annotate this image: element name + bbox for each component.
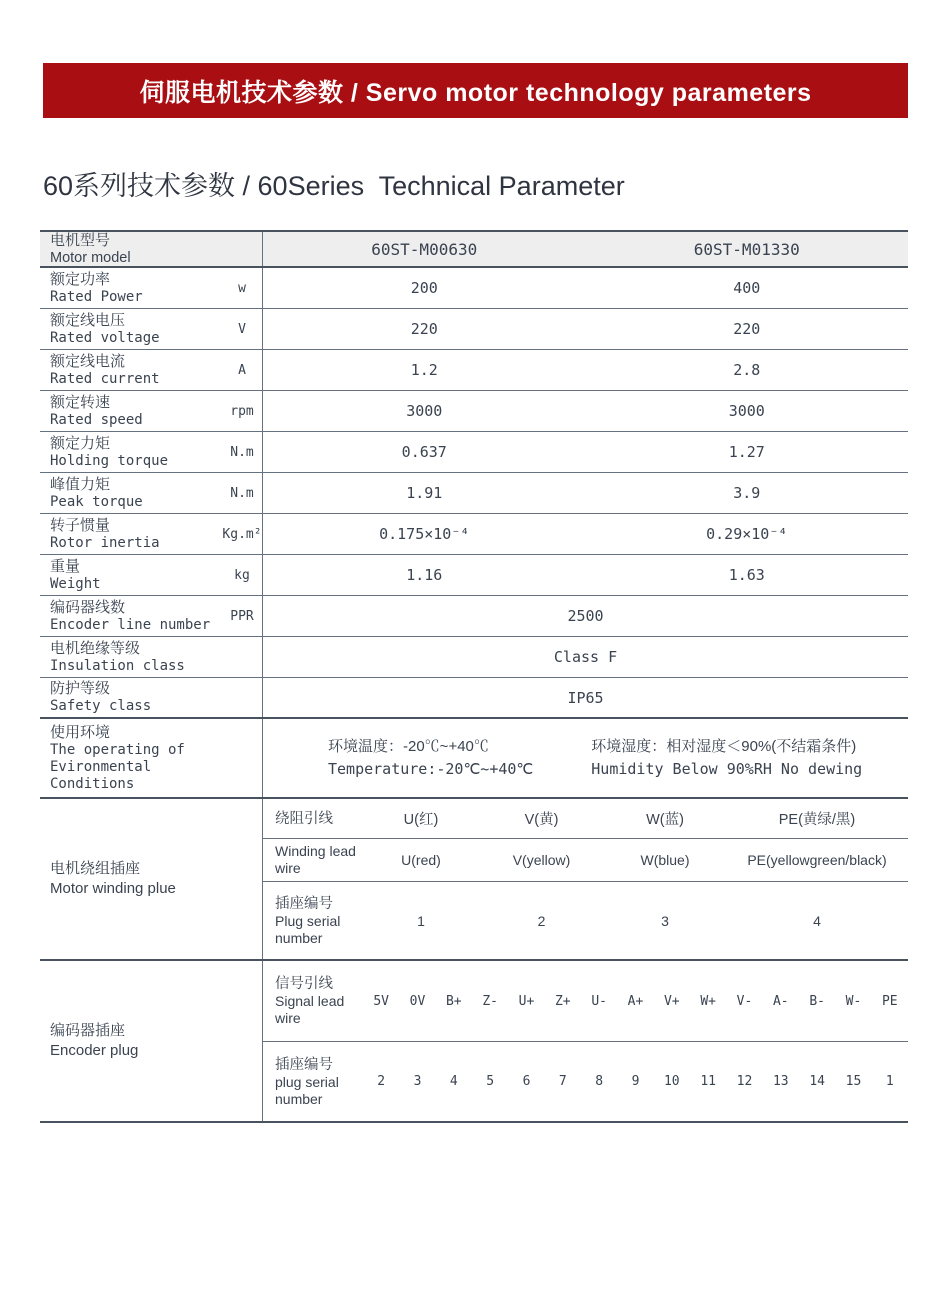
row-label-en: Weight — [50, 575, 101, 592]
row-label-cn: 额定功率 — [50, 270, 111, 288]
header-label-cn: 电机型号 — [50, 231, 111, 249]
pin-number-value: 10 — [663, 1074, 680, 1089]
signal-lead-value: Z- — [482, 993, 498, 1009]
spec-row-rated-current — [40, 350, 908, 391]
signal-lead-value: 0V — [409, 993, 426, 1009]
row-label — [40, 637, 222, 677]
signal-lead-value: Z+ — [554, 993, 571, 1009]
encoder-section-label — [40, 961, 262, 1121]
value-span: Class F — [553, 648, 618, 666]
signal-lead-value: B+ — [445, 993, 462, 1009]
row-label-cn: 使用环境 — [50, 723, 111, 741]
row-unit: Kg.m² — [222, 526, 262, 542]
header-label-en: Motor model — [50, 249, 131, 266]
value-model-1: 220 — [410, 320, 438, 338]
value-model-1: 1.91 — [406, 484, 443, 502]
pin-number-value: 14 — [809, 1074, 825, 1089]
row-label-cn: 额定线电流 — [50, 352, 126, 370]
humidity-en: Humidity Below 90%RH No dewing — [591, 760, 863, 778]
winding-section-body — [262, 799, 908, 959]
row-label-en: Peak torque — [50, 493, 143, 510]
temperature-cn: 环境温度：-20℃~+40℃ — [328, 738, 489, 755]
row-values — [262, 391, 908, 431]
row-label-cn: 重量 — [50, 557, 81, 575]
encoder-plug-section — [40, 961, 908, 1123]
plug-serial-value: 4 — [813, 912, 821, 929]
encoder-label-cn: 编码器插座 — [50, 1022, 126, 1039]
winding-section-label — [40, 799, 262, 959]
winding-lead-value: V(黄) — [524, 812, 559, 828]
row-values — [262, 473, 908, 513]
spec-table — [40, 230, 908, 1123]
encoder-section-body — [262, 961, 908, 1121]
value-span: IP65 — [567, 688, 604, 707]
spec-row-safety-class — [40, 678, 908, 719]
row-label-en: Rated Power — [50, 288, 143, 305]
row-label-cn: 额定力矩 — [50, 434, 111, 452]
temperature-block — [328, 736, 533, 780]
spec-row-environment — [40, 719, 908, 799]
row-label-cn: 防护等级 — [50, 680, 111, 697]
winding-subrow-label — [263, 843, 363, 877]
winding-subrow-label-en: Winding lead wire — [275, 843, 356, 876]
spec-row-rated-speed — [40, 391, 908, 432]
row-values — [262, 514, 908, 554]
section-banner — [43, 63, 908, 118]
plug-serial-value: 3 — [661, 912, 669, 929]
spec-row-encoder-lines — [40, 596, 908, 637]
signal-lead-value: W- — [845, 993, 862, 1009]
pin-number-value: 3 — [413, 1074, 422, 1089]
row-label — [40, 309, 222, 349]
row-label-en: Safety class — [50, 698, 152, 714]
encoder-subrow-label-cn: 插座编号 — [275, 1056, 333, 1073]
row-label — [40, 678, 222, 717]
row-values — [262, 432, 908, 472]
humidity-cn: 环境湿度：相对湿度＜90%(不结霜条件) — [591, 738, 857, 755]
row-label — [40, 596, 222, 636]
winding-row-en — [263, 839, 908, 882]
row-label — [40, 514, 222, 554]
pin-number-value: 7 — [558, 1074, 567, 1089]
winding-row-cn — [263, 799, 908, 839]
row-label — [40, 473, 222, 513]
value-model-1: 1.2 — [410, 361, 438, 379]
header-label-cell — [40, 232, 222, 266]
row-values — [262, 596, 908, 636]
row-values — [262, 678, 908, 717]
encoder-subrow-label — [263, 1056, 363, 1108]
row-label-en: Rated current — [50, 370, 160, 387]
encoder-subrow-label-en: plug serial number — [275, 1073, 339, 1107]
row-label — [40, 719, 222, 797]
table-header-row — [40, 230, 908, 268]
row-unit: N.m — [230, 485, 254, 501]
winding-subrow-label-cn: 绕阻引线 — [275, 810, 333, 827]
signal-lead-value: A+ — [627, 993, 644, 1009]
value-model-2: 3.9 — [733, 484, 761, 502]
motor-model-1: 60ST-M00630 — [371, 239, 478, 259]
row-unit — [222, 719, 262, 797]
spec-row-rated-voltage — [40, 309, 908, 350]
header-unit-cell — [222, 232, 262, 266]
row-label-en: Encoder line number — [50, 616, 211, 633]
row-unit: kg — [234, 567, 250, 583]
winding-lead-value: U(红) — [403, 812, 439, 828]
row-values — [262, 637, 908, 677]
row-unit: A — [238, 362, 246, 378]
row-label — [40, 432, 222, 472]
row-unit: N.m — [230, 444, 254, 460]
row-label-en1: The operating of — [50, 741, 185, 758]
row-label-cn: 峰值力矩 — [50, 475, 111, 493]
pin-number-value: 6 — [522, 1074, 531, 1089]
spec-row-weight — [40, 555, 908, 596]
value-model-2: 1.63 — [728, 566, 765, 584]
pin-number-value: 11 — [700, 1074, 716, 1089]
value-model-1: 3000 — [406, 402, 443, 420]
value-model-2: 0.29×10⁻⁴ — [706, 525, 788, 543]
signal-lead-value: V- — [736, 993, 753, 1009]
pin-number-value: 8 — [595, 1074, 604, 1089]
spec-row-peak-torque — [40, 473, 908, 514]
plug-serial-value: 2 — [537, 912, 546, 929]
humidity-block — [591, 736, 862, 780]
row-label-en2: Evironmental Conditions — [50, 758, 152, 792]
value-span: 2500 — [567, 607, 604, 625]
signal-lead-value: U- — [591, 993, 607, 1009]
temperature-en: Temperature:-20℃~+40℃ — [328, 760, 534, 778]
row-values — [262, 350, 908, 390]
row-label-cn: 额定线电压 — [50, 311, 126, 329]
row-label-en: Rated speed — [50, 411, 143, 428]
winding-label-en: Motor winding plue — [50, 880, 176, 897]
row-values — [262, 268, 908, 308]
encoder-subrow-label-en: Signal lead wire — [275, 993, 345, 1026]
winding-lead-value: PE(黄绿/黑) — [778, 812, 856, 828]
signal-lead-value: PE — [881, 993, 898, 1009]
page-title: 60系列技术参数 / 60Series Technical Parameter — [43, 171, 625, 201]
motor-model-2: 60ST-M01330 — [693, 239, 800, 259]
row-label-cn: 转子惯量 — [50, 516, 111, 534]
winding-lead-value: PE(yellowgreen/black) — [747, 852, 887, 868]
encoder-subrow-label-cn: 信号引线 — [275, 976, 333, 992]
pin-number-value: 1 — [885, 1074, 894, 1089]
row-unit: V — [238, 321, 246, 337]
row-label-en: Holding torque — [50, 452, 169, 469]
spec-row-insulation-class — [40, 637, 908, 678]
winding-plug-section — [40, 799, 908, 961]
value-model-2: 1.27 — [728, 443, 765, 461]
row-label-en: Rotor inertia — [50, 534, 160, 551]
spec-row-rated-power — [40, 268, 908, 309]
row-label — [40, 350, 222, 390]
row-unit — [222, 678, 262, 717]
winding-row-plug-serial — [263, 882, 908, 959]
row-label-cn: 额定转速 — [50, 393, 111, 411]
value-model-1: 1.16 — [406, 566, 443, 584]
value-model-1: 0.175×10⁻⁴ — [379, 525, 470, 543]
encoder-signal-row — [263, 961, 908, 1042]
signal-lead-value: B- — [809, 993, 825, 1009]
value-model-2: 2.8 — [733, 361, 761, 379]
value-model-2: 3000 — [728, 402, 765, 420]
pin-number-value: 15 — [845, 1074, 862, 1089]
winding-lead-value: W(蓝) — [646, 812, 684, 828]
winding-lead-value: V(yellow) — [512, 852, 571, 868]
pin-number-value: 12 — [736, 1074, 753, 1089]
row-values — [262, 309, 908, 349]
pin-number-value: 5 — [486, 1074, 495, 1089]
signal-lead-value: 5V — [373, 993, 389, 1009]
spec-row-rotor-inertia — [40, 514, 908, 555]
spec-row-holding-torque — [40, 432, 908, 473]
row-label — [40, 555, 222, 595]
pin-number-value: 2 — [377, 1074, 386, 1089]
row-values — [262, 719, 908, 797]
row-label-cn: 电机绝缘等级 — [50, 639, 141, 657]
signal-lead-value: U+ — [518, 993, 535, 1009]
row-values — [262, 555, 908, 595]
winding-lead-value: W(blue) — [640, 852, 690, 868]
row-label — [40, 268, 222, 308]
row-unit: w — [238, 280, 246, 296]
banner-title: 伺服电机技术参数 / Servo motor technology parameters — [139, 78, 812, 107]
winding-lead-value: U(red) — [401, 852, 441, 868]
encoder-pin-row — [263, 1042, 908, 1121]
pin-number-value: 4 — [449, 1074, 458, 1089]
row-unit: rpm — [230, 403, 254, 419]
winding-label-cn: 电机绕组插座 — [50, 860, 141, 877]
plug-serial-value: 1 — [417, 912, 425, 929]
winding-subrow-label — [263, 810, 363, 828]
row-unit — [222, 637, 262, 677]
value-model-2: 220 — [733, 320, 761, 338]
row-label-en: Insulation class — [50, 657, 185, 674]
signal-lead-value: A- — [772, 993, 789, 1009]
pin-number-value: 13 — [772, 1074, 789, 1089]
winding-subrow-label-en: Plug serial number — [275, 912, 341, 946]
winding-subrow-label — [263, 895, 363, 947]
row-unit: PPR — [230, 608, 254, 624]
header-values — [262, 232, 908, 266]
signal-lead-value: W+ — [700, 993, 716, 1009]
encoder-subrow-label — [263, 975, 363, 1027]
value-model-2: 400 — [733, 279, 761, 297]
pin-number-value: 9 — [631, 1074, 640, 1089]
row-label-cn: 编码器线数 — [50, 598, 126, 616]
encoder-label-en: Encoder plug — [50, 1042, 139, 1059]
row-label — [40, 391, 222, 431]
winding-subrow-label-cn: 插座编号 — [275, 895, 333, 912]
row-label-en: Rated voltage — [50, 329, 160, 346]
signal-lead-value: V+ — [663, 993, 680, 1009]
value-model-1: 200 — [410, 279, 438, 297]
value-model-1: 0.637 — [401, 443, 447, 461]
